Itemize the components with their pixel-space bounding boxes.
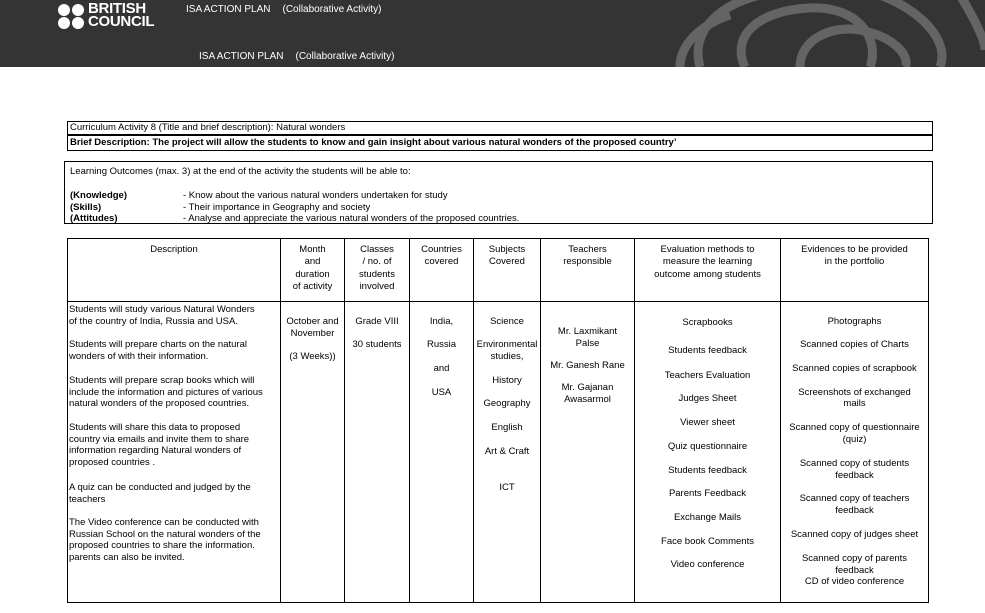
learning-outcomes-box: [64, 161, 933, 224]
outcome-label-skills: (Skills): [70, 202, 102, 213]
page-header: [0, 0, 985, 67]
cell-month: October and November (3 Weeks)): [281, 302, 345, 603]
outcome-label-knowledge: (Knowledge): [70, 190, 127, 201]
header-teachers: Teachers responsible: [541, 239, 635, 302]
description-paragraph: The Video conference can be conducted with Russian School on the natural wonders of the proposed countries to share the information. parents can also be invited.: [69, 517, 261, 564]
header-title-top: [186, 4, 381, 15]
outcome-text-attitudes: - Analyse and appreciate the various natural wonders of the proposed countries.: [183, 213, 520, 224]
description-paragraph: Students will prepare charts on the natural wonders of with their information.: [69, 339, 247, 362]
activity-plan-table: [67, 238, 929, 603]
outcome-text-knowledge: - Know about the various natural wonders undertaken for study: [183, 190, 448, 201]
cell-classes: Grade VIII 30 students: [345, 302, 410, 603]
header-evaluation: Evaluation methods to measure the learning outcome among students: [635, 239, 781, 302]
header-countries: Countries covered: [410, 239, 474, 302]
cell-description: [68, 302, 281, 603]
header-subtitle: (Collaborative Activity): [282, 4, 382, 15]
description-paragraph: Students will share this data to proposed country via emails and invite them to share information regarding Natural wonders of proposed countries .: [69, 422, 250, 469]
learning-outcomes-intro: Learning Outcomes (max. 3) at the end of the activity the students will be able to:: [70, 166, 411, 177]
cell-evaluation: Scrapbooks Students feedback Teachers Evaluation Judges Sheet Viewer sheet Quiz questionnaire Students feedback Parents Feedback Exchange Mails Face book Comments Video conference: [635, 302, 781, 603]
header-title: ISA ACTION PLAN: [199, 51, 284, 62]
header-month: Month and duration of activity: [281, 239, 345, 302]
header-title-bottom: [199, 51, 394, 62]
logo-dots-icon: [58, 4, 86, 30]
header-description: Description: [68, 239, 281, 302]
table-header-row: [68, 239, 929, 302]
table-row: [68, 302, 929, 603]
outcome-label-attitudes: (Attitudes): [70, 213, 118, 224]
curriculum-activity-title: Curriculum Activity 8 (Title and brief description): Natural wonders: [67, 121, 933, 135]
logo-text: BRITISH COUNCIL: [88, 0, 155, 30]
description-paragraph: A quiz can be conducted and judged by the teachers: [69, 482, 251, 505]
description-paragraph: Students will prepare scrap books which will include the information and pictures of various natural wonders of the proposed countries.: [69, 375, 263, 410]
cell-countries: India, Russia and USA: [410, 302, 474, 603]
cell-evidences: Photographs Scanned copies of Charts Scanned copies of scrapbook Screenshots of exchanged mails Scanned copy of questionnaire (quiz) Scanned copy of students feedback Scanned copy of teachers feedback Scanned copy of judges sheet Scanned copy of parents feedback CD of video conference: [781, 302, 929, 603]
cell-teachers: Mr. Laxmikant Palse Mr. Ganesh Rane Mr. Gajanan Awasarmol: [541, 302, 635, 603]
header-evidences: Evidences to be provided in the portfolio: [781, 239, 929, 302]
header-title: ISA ACTION PLAN: [186, 4, 271, 15]
outcome-text-skills: - Their importance in Geography and society: [183, 202, 371, 213]
description-paragraph: Students will study various Natural Wonders of the country of India, Russia and USA.: [69, 304, 255, 327]
header-classes: Classes / no. of students involved: [345, 239, 410, 302]
brief-description: Brief Description: The project will allow the students to know and gain insight about various natural wonders of the proposed country’: [67, 135, 933, 151]
header-subjects: Subjects Covered: [474, 239, 541, 302]
header-subtitle: (Collaborative Activity): [295, 51, 395, 62]
cell-subjects: Science Environmental studies, History Geography English Art & Craft ICT: [474, 302, 541, 603]
